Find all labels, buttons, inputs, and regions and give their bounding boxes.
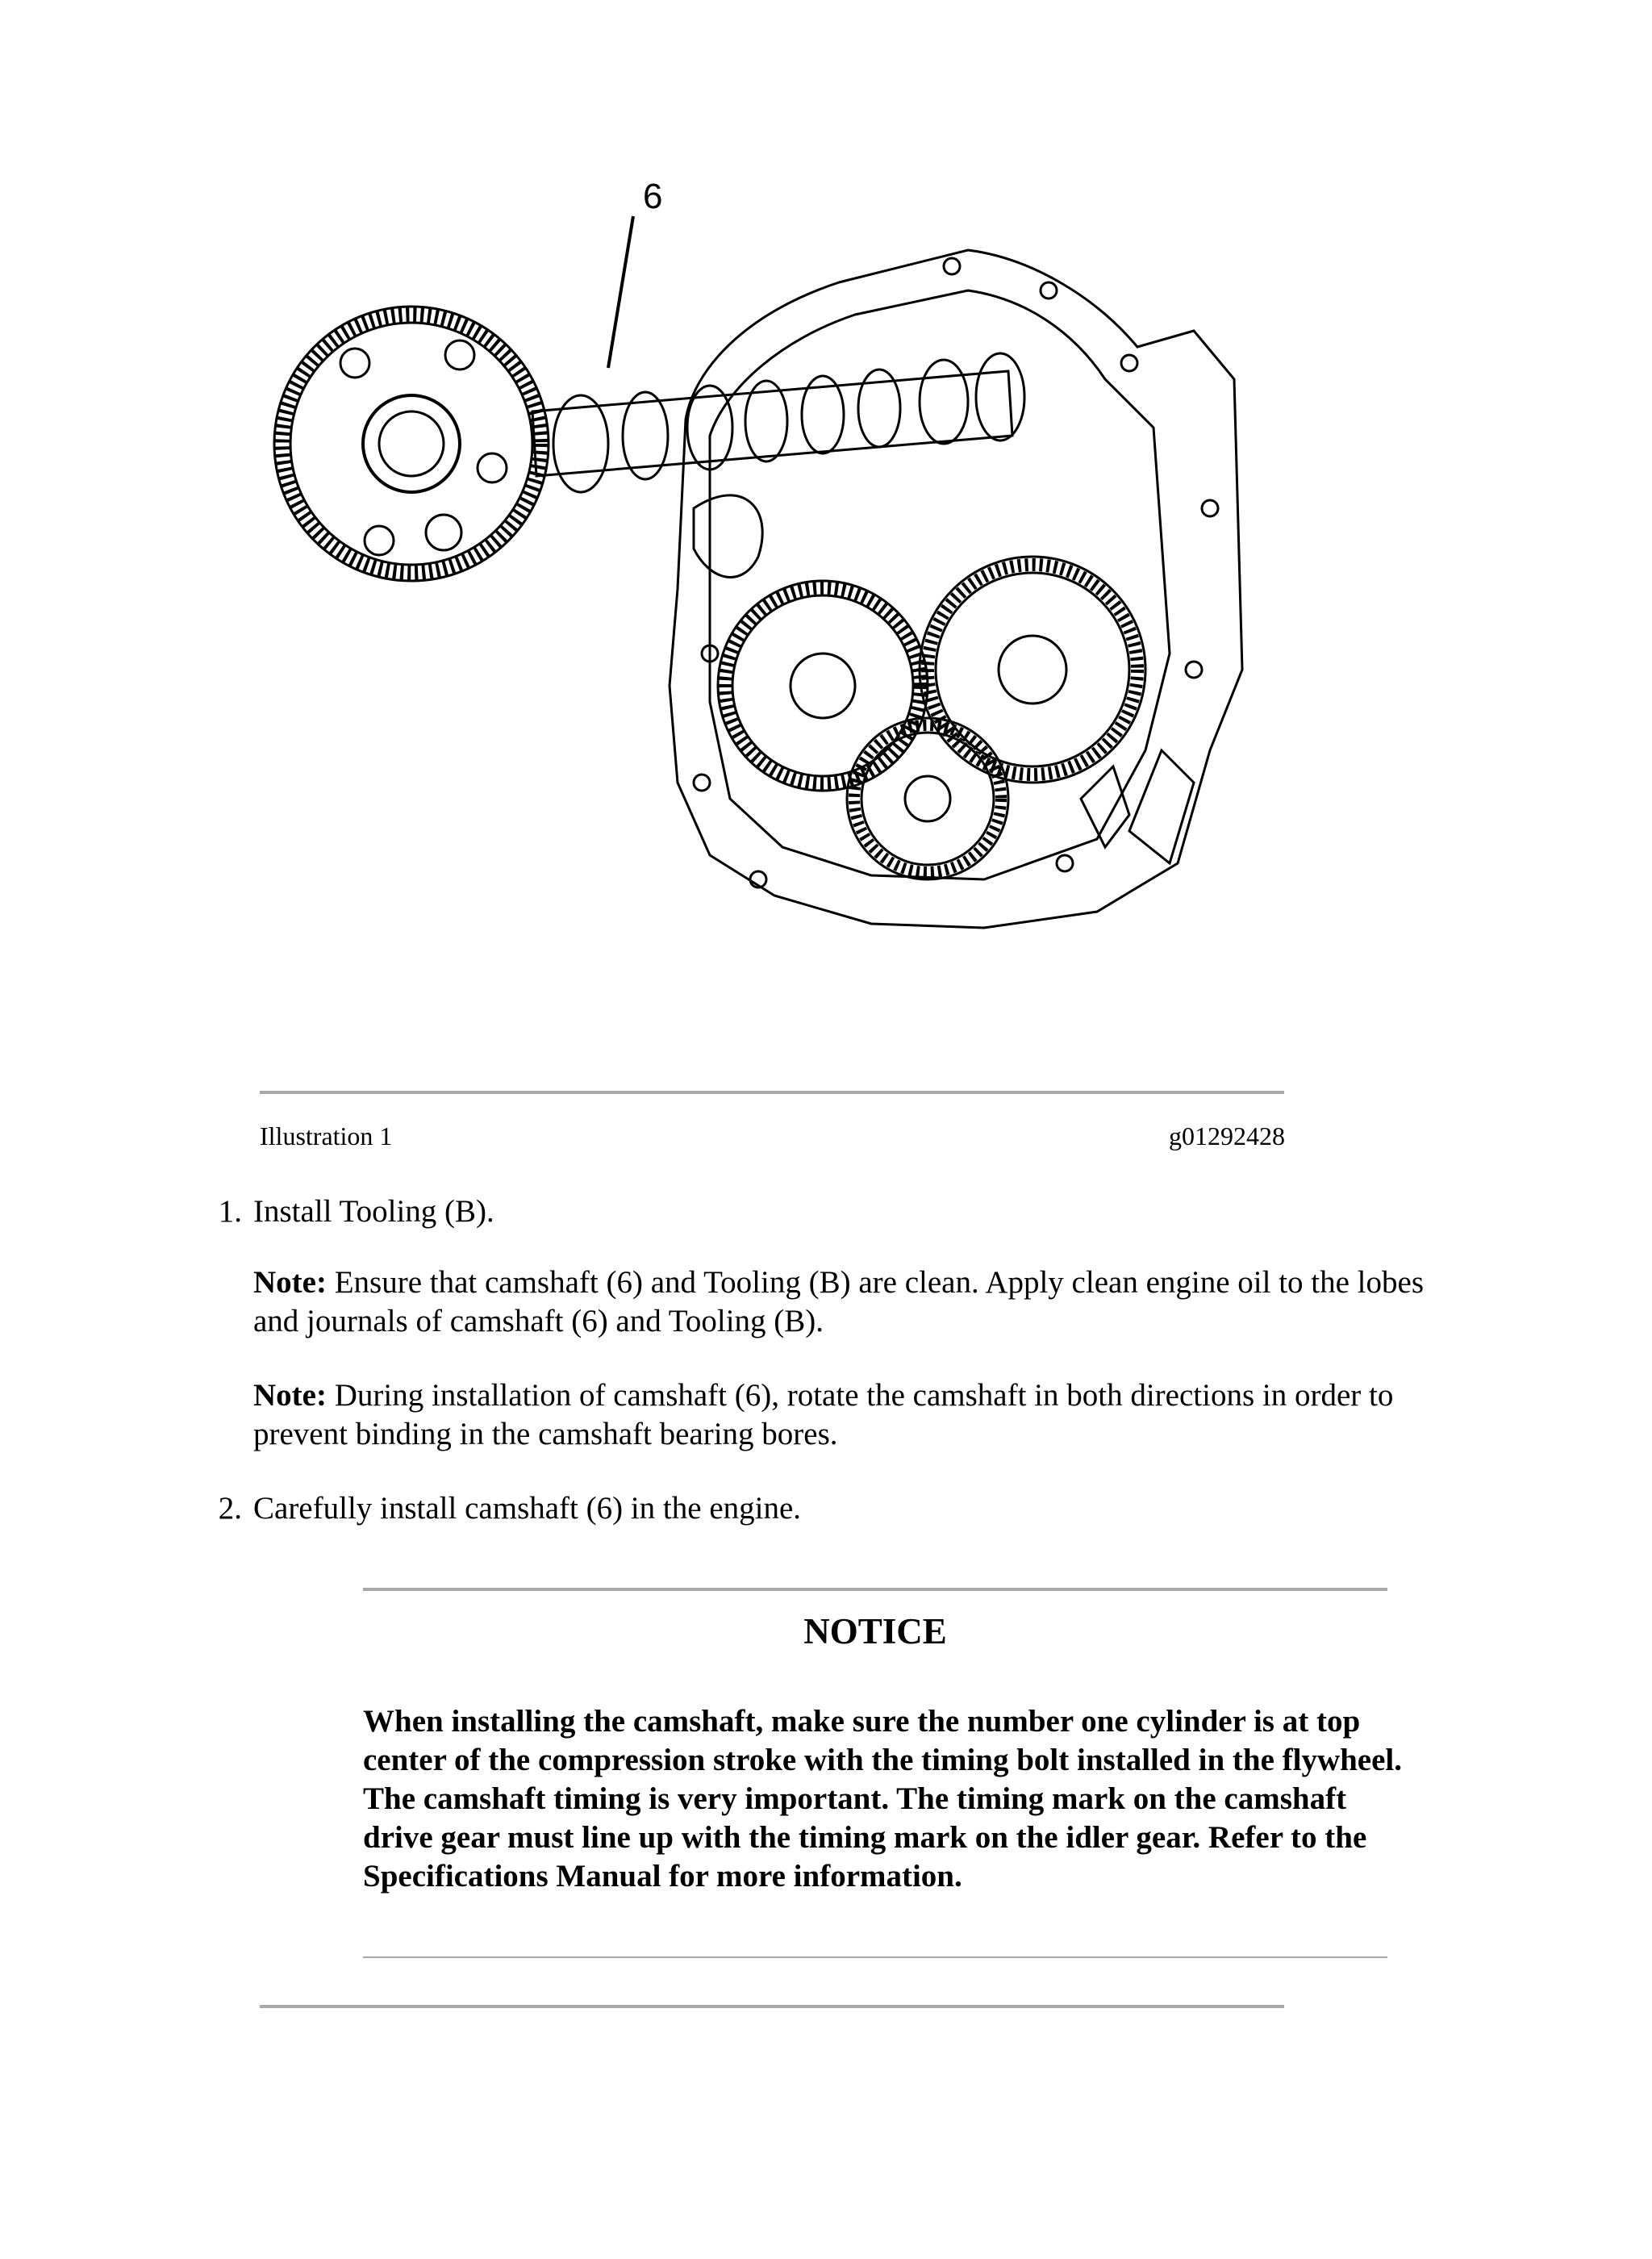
notice-body: When installing the camshaft, make sure the number one cylinder is at top center of the compression stroke with the timing bolt installed in the flywheel. The camshaft timing is very important. The timing mark on the camshaft drive gear must line up with the timing mark on the idler gear. Refer to the Specifications Manual for more information. bbox=[363, 1704, 1403, 1894]
note-text: During installation of camshaft (6), rotate the camshaft in both directions in order to prevent binding in the camshaft bearing bores. bbox=[253, 1378, 1394, 1451]
step-1 bbox=[202, 1192, 1476, 1454]
note-label: Note: bbox=[253, 1265, 327, 1300]
callout-label: 6 bbox=[643, 177, 663, 216]
procedure-steps bbox=[202, 1192, 1476, 1528]
illustration-caption: Illustration 1 bbox=[260, 1121, 393, 1150]
idler-gear-right bbox=[920, 557, 1145, 783]
idler-gear-left-teeth bbox=[725, 588, 920, 783]
camshaft-gear-outer bbox=[274, 307, 549, 581]
idler-gear-right-teeth bbox=[928, 565, 1137, 775]
step-text: Carefully install camshaft (6) in the engine. bbox=[253, 1491, 802, 1526]
step-2 bbox=[202, 1489, 1476, 1528]
notice-top-rule bbox=[363, 1588, 1387, 1591]
caption-top-rule bbox=[260, 1091, 1284, 1094]
note-label: Note: bbox=[253, 1378, 327, 1413]
section-bottom-rule bbox=[260, 2005, 1284, 2008]
step-note bbox=[253, 1376, 1476, 1454]
camshaft-illustration bbox=[258, 169, 1258, 944]
step-number: 1. bbox=[218, 1194, 242, 1229]
engine-camshaft-line-art bbox=[258, 169, 1258, 944]
housing-inner-edge bbox=[710, 290, 1170, 879]
step-text: Install Tooling (B). bbox=[253, 1194, 494, 1229]
step-number: 2. bbox=[218, 1491, 242, 1526]
callout-leader-line bbox=[608, 216, 633, 368]
lower-gear bbox=[847, 718, 1008, 879]
notice-bottom-rule bbox=[363, 1956, 1387, 1958]
illustration-id: g01292428 bbox=[1169, 1121, 1285, 1150]
notice-title: NOTICE bbox=[803, 1611, 947, 1651]
note-text: Ensure that camshaft (6) and Tooling (B) are clean. Apply clean engine oil to the lobes and journals of camshaft (6) and Tooling (B). bbox=[253, 1265, 1425, 1338]
lower-gear-teeth bbox=[854, 725, 1001, 872]
idler-gear-left bbox=[718, 581, 928, 791]
camshaft-gear-teeth bbox=[282, 315, 540, 573]
step-note bbox=[253, 1263, 1476, 1341]
